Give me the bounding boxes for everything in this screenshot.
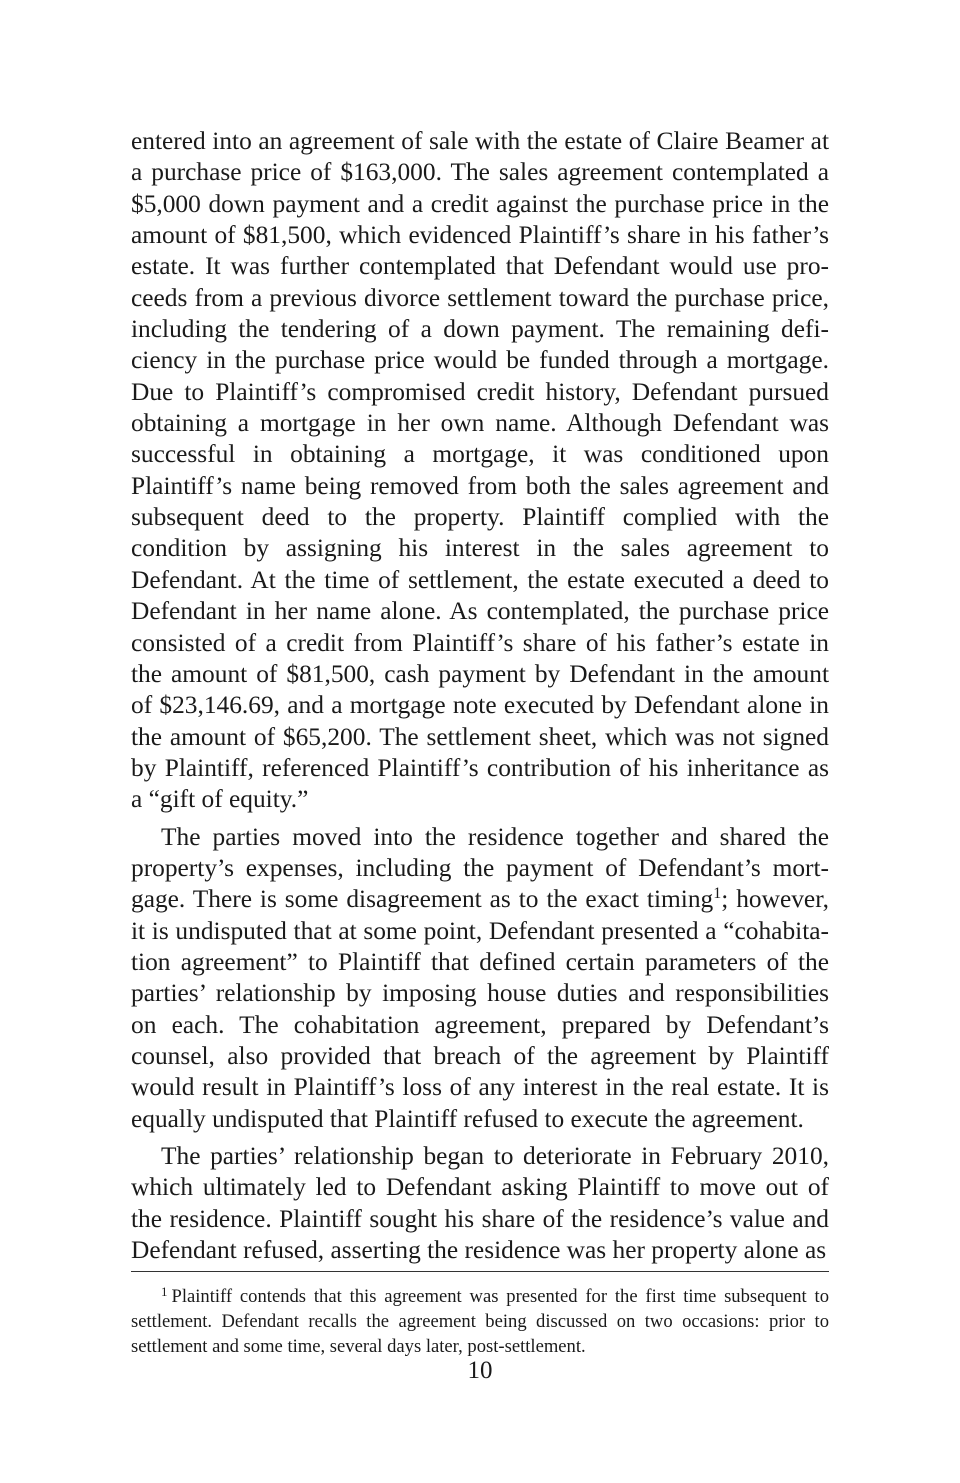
paragraph-deterioration: The parties’ relationship began to deteriorate in February 2010, which ultimately led to Defendant asking Plaintiff to move out of the residence. Plaintiff sought his share of the residence’s value and Defendant refused, asserting the residence was her property alone as bbox=[131, 1142, 829, 1265]
body-text bbox=[131, 126, 829, 1272]
paragraph-text: The parties moved into the residence together and shared the property’s expenses, including the payment of Defendant’s mortgage. There is some disagreement as to the exact timing bbox=[131, 822, 829, 914]
footnote-number: 1 bbox=[161, 1284, 168, 1299]
footnote-text: Plaintiff contends that this agreement was presented for the first time subsequent to settlement. Defendant recalls the agreement being discussed on two occasions: prior to settlement and some time, several days later, post-settlement. bbox=[131, 1286, 829, 1357]
footnote-separator bbox=[131, 1271, 829, 1272]
paragraph-cohabitation bbox=[131, 822, 829, 1135]
footnote-reference: 1 bbox=[713, 885, 722, 903]
paragraph-text: ; however, it is undisputed that at some point, Defendant presented a “cohabitation agreement” to Plaintiff that defined certain parameters of the parties’ relationship by imposing house duties and responsibilities on each. The cohabitation agreement, prepared by Defendant’s counsel, also provided that breach of the agreement by Plaintiff would result in Plaintiff’s loss of any interest in the real estate. It is equally undisputed that Plaintiff refused to execute the agreement. bbox=[131, 885, 829, 1133]
paragraph-continued: entered into an agreement of sale with the estate of Claire Beamer at a purchase price of $163,000. The sales agreement contemplated a $5,000 down payment and a credit against the purchase price in the amount of $81,500, which evidenced Plaintiff’s share in his father’s estate. It was further contemplated that Defendant would use proceeds from a previous divorce settlement toward the purchase price, including the tendering of a down payment. The remaining deficiency in the purchase price would be funded through a mortgage. Due to Plaintiff’s compromised credit history, Defendant pursued obtaining a mortgage in her own name. Although Defendant was successful in obtaining a mortgage, it was conditioned upon Plaintiff’s name being removed from both the sales agreement and subsequent deed to the property. Plaintiff complied with the condition by assigning his interest in the sales agreement to Defendant. At the time of settlement, the estate executed a deed to Defendant in her name alone. As contemplated, the purchase price consisted of a credit from Plaintiff’s share of his father’s estate in the amount of $81,500, cash payment by Defendant in the amount of $23,146.69, and a mortgage note executed by Defendant alone in the amount of $65,200. The settlement sheet, which was not signed by Plaintiff, referenced Plaintiff’s contribution of his inheritance as a “gift of equity.” bbox=[131, 127, 829, 814]
page-number: 10 bbox=[467, 1357, 493, 1384]
footnote bbox=[131, 1284, 829, 1359]
